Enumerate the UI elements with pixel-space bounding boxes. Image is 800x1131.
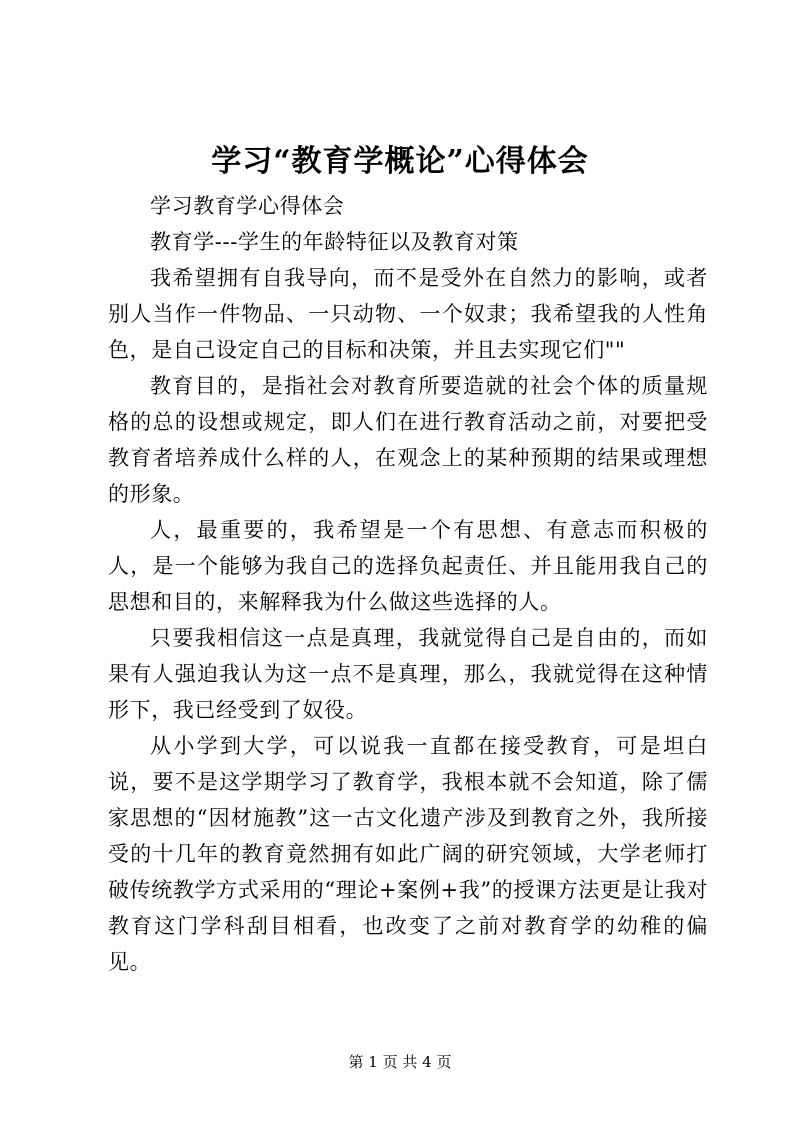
paragraph: 教育目的，是指社会对教育所要造就的社会个体的质量规格的总的设想或规定，即人们在进行教育活动之前，对要把受教育者培养成什么样的人，在观念上的某种预期的结果或理想的形象。	[108, 374, 708, 506]
paragraph: 学习教育学心得体会	[150, 194, 345, 218]
paragraph: 只要我相信这一点是真理，我就觉得自己是自由的，而如果有人强迫我认为这一点不是真理，那么，我就觉得在这种情形下，我已经受到了奴役。	[108, 626, 708, 722]
paragraph: 教育学---学生的年龄特征以及教育对策	[150, 230, 519, 254]
paragraph: 人，最重要的，我希望是一个有思想、有意志而积极的人，是一个能够为我自己的选择负起责任、并且能用我自己的思想和目的，来解释我为什么做这些选择的人。	[108, 518, 708, 614]
page-footer: 第 1 页 共 4 页	[348, 1053, 452, 1071]
paragraph: 从小学到大学，可以说我一直都在接受教育，可是坦白说，要不是这学期学习了教育学，我根本就不会知道，除了儒家思想的“因材施教”这一古文化遗产涉及到教育之外，我所接受的十几年的教育竟然拥有如此广阔的研究领域，大学老师打破传统教学方式采用的“理论+案例+我”的授课方法更是让我对教育这门学科刮目相看，也改变了之前对教育学的幼稚的偏见。	[108, 734, 708, 974]
paragraph: 我希望拥有自我导向，而不是受外在自然力的影响，或者别人当作一件物品、一只动物、一个奴隶；我希望我的人性角色，是自己设定自己的目标和决策，并且去实现它们""	[108, 266, 708, 362]
document-body	[108, 188, 708, 980]
document-title: 学习“教育学概论”心得体会	[211, 144, 589, 179]
